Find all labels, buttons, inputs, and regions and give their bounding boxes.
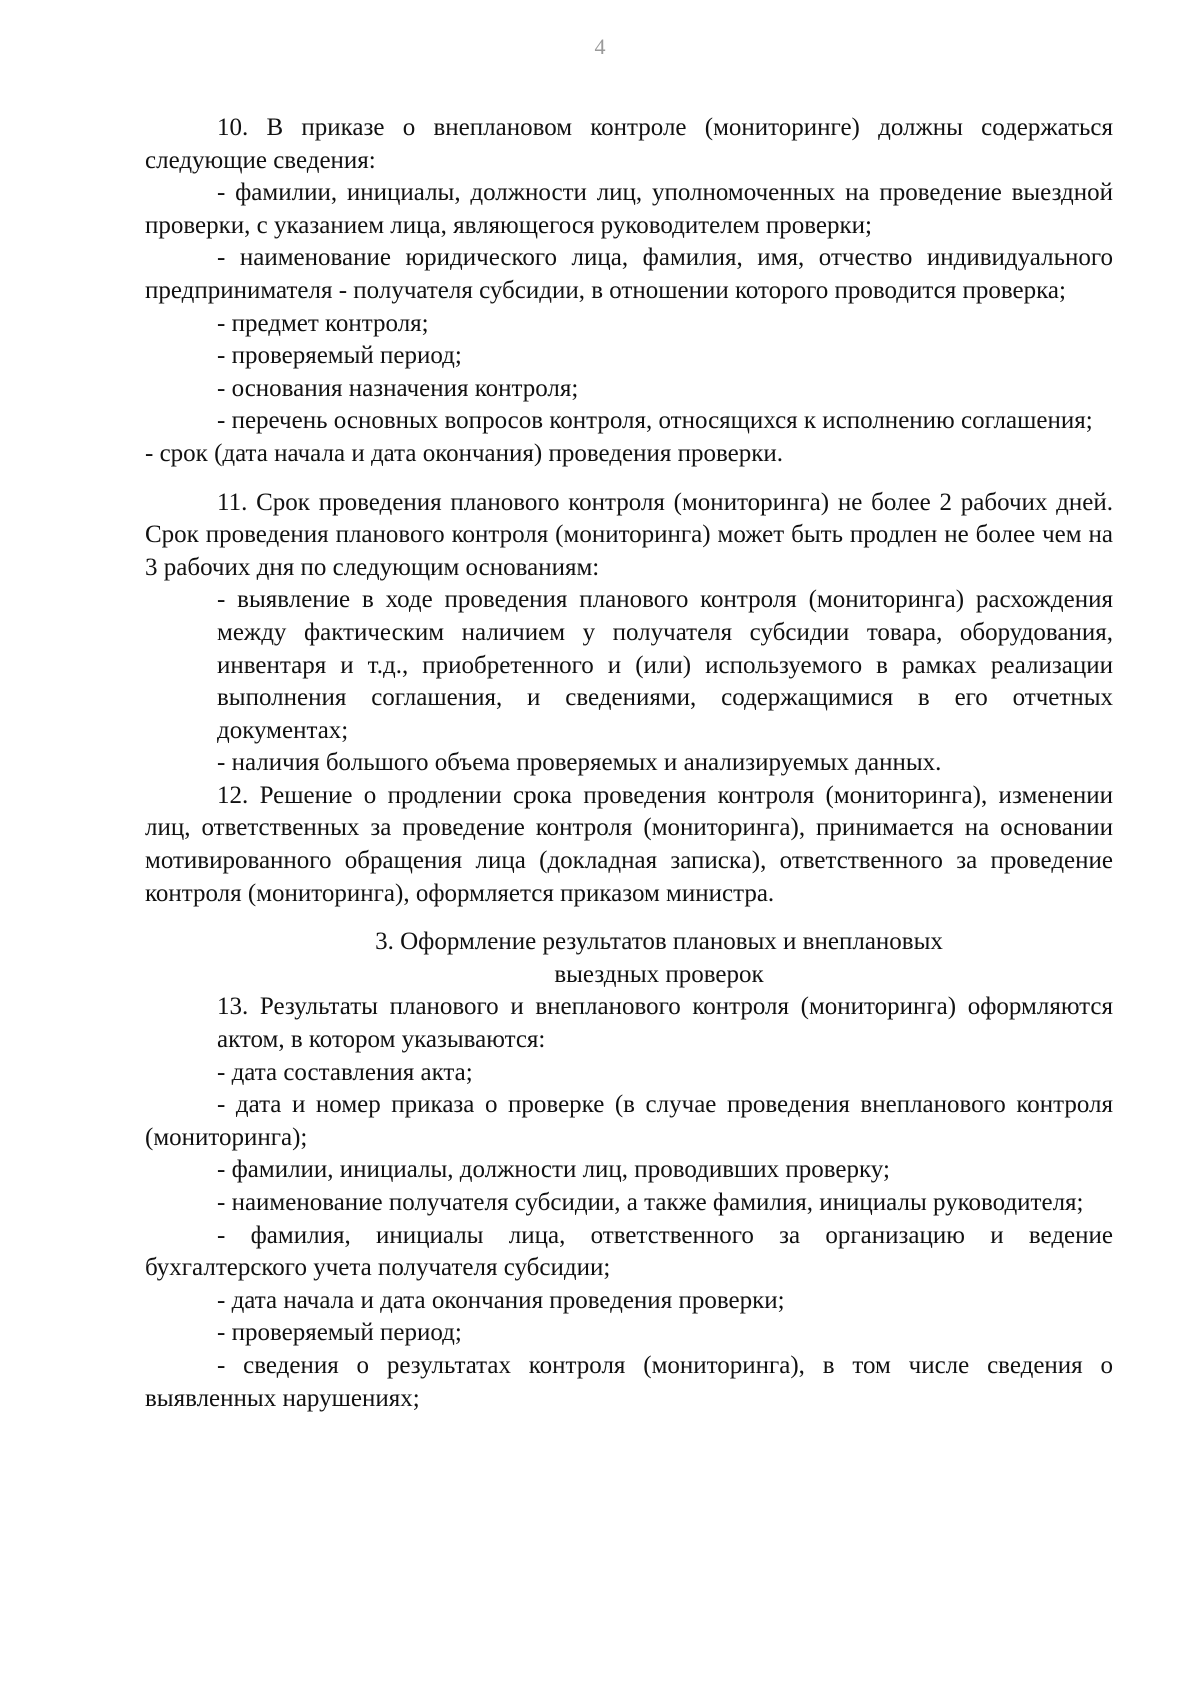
section-heading-line-1: 3. Оформление результатов плановых и внеплановых [375, 928, 943, 956]
list-item: - дата начала и дата окончания проведения проверки; [217, 1286, 785, 1314]
list-item: - основания назначения контроля; [217, 374, 579, 402]
list-item: - фамилия, инициалы лица, ответственного за организацию и ведение бухгалтерского учета получателя субсидии; [145, 1221, 1113, 1282]
list-item: - дата составления акта; [217, 1058, 473, 1086]
list-item: - наличия большого объема проверяемых и анализируемых данных. [217, 749, 942, 777]
document-body [145, 112, 1113, 1415]
section-heading-line-2: выездных проверок [554, 960, 764, 988]
list-item: - выявление в ходе проведения планового контроля (мониторинга) расхождения между фактическим наличием у получателя субсидии товара, оборудования, инвентаря и т.д., приобретенного и (или) используемого в рамках реализации выполнения соглашения, и сведениями, содержащимися в его отчетных документах; [217, 586, 1113, 744]
page-number: 4 [594, 34, 606, 59]
list-item: - наименование получателя субсидии, а также фамилия, инициалы руководителя; [217, 1189, 1084, 1216]
list-item: - фамилии, инициалы, должности лиц, уполномоченных на проведение выездной проверки, с указанием лица, являющегося руководителем проверки; [145, 179, 1113, 239]
list-item: - сведения о результатах контроля (мониторинга), в том числе сведения о выявленных нарушениях; [145, 1351, 1113, 1412]
paragraph-11-intro: 11. Срок проведения планового контроля (мониторинга) не более 2 рабочих дней. Срок проведения планового контроля (мониторинга) может быть продлен не более чем на 3 рабочих дня по следующим основаниям: [145, 488, 1113, 581]
paragraph-13-intro: 13. Результаты планового и внепланового контроля (мониторинга) оформляются актом, в котором указываются: [217, 993, 1113, 1054]
list-item: - наименование юридического лица, фамилия, имя, отчество индивидуального предпринимателя - получателя субсидии, в отношении которого проводится проверка; [145, 244, 1113, 304]
list-item: - срок (дата начала и дата окончания) проведения проверки. [145, 439, 783, 467]
list-item: - проверяемый период; [217, 342, 462, 370]
spacer [145, 910, 1113, 926]
list-item: - проверяемый период; [217, 1319, 462, 1347]
list-item: - фамилии, инициалы, должности лиц, проводивших проверку; [217, 1156, 890, 1184]
list-item: - перечень основных вопросов контроля, относящихся к исполнению соглашения; [217, 407, 1093, 435]
list-item: - предмет контроля; [217, 309, 429, 337]
paragraph-12: 12. Решение о продлении срока проведения контроля (мониторинга), изменении лиц, ответственных за проведение контроля (мониторинга), принимается на основании мотивированного обращения лица (докладная записка), ответственного за проведение контроля (мониторинга), оформляется приказом министра. [145, 781, 1113, 907]
section-heading [145, 926, 1113, 991]
list-item: - дата и номер приказа о проверке (в случае проведения внепланового контроля (мониторинга); [145, 1091, 1113, 1151]
spacer [145, 471, 1113, 487]
paragraph-10-intro: 10. В приказе о внеплановом контроле (мониторинге) должны содержаться следующие сведения: [145, 114, 1113, 174]
